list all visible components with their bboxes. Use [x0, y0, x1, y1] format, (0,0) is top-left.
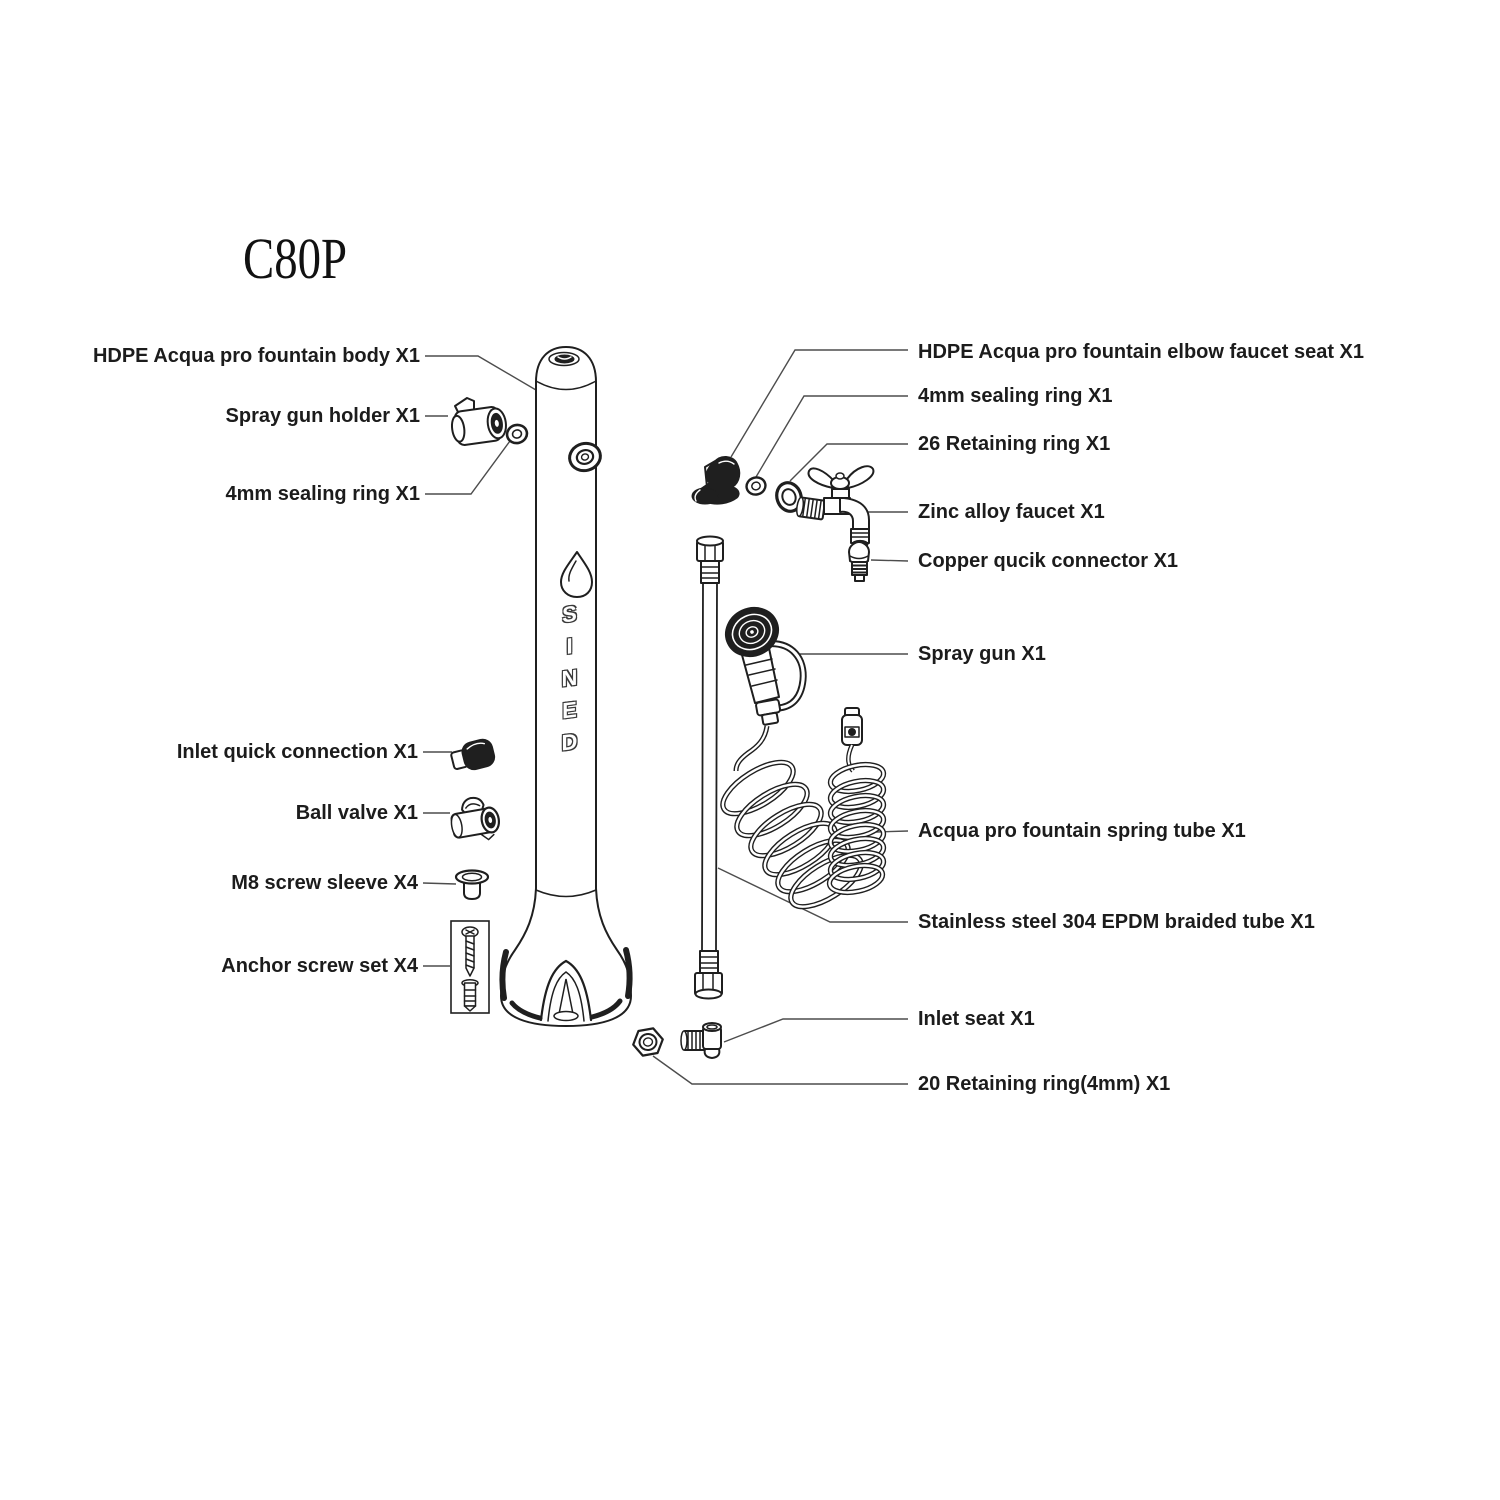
leader-line-inlet-seat: [724, 1019, 908, 1042]
sined-brand-text: SINED: [557, 600, 582, 764]
leader-line-sealing-ring-left: [425, 441, 510, 494]
label-fountain-body: HDPE Acqua pro fountain body X1: [92, 345, 420, 367]
part-inlet-seat: [681, 1023, 721, 1058]
leader-line-braided-tube: [718, 868, 908, 922]
label-inlet-seat: Inlet seat X1: [918, 1008, 1035, 1030]
part-m8-screw-sleeve: [456, 871, 488, 900]
label-elbow-faucet-seat: HDPE Acqua pro fountain elbow faucet seat X1: [918, 341, 1364, 363]
label-sealing-ring-left: 4mm sealing ring X1: [225, 483, 420, 505]
leader-line-elbow-faucet-seat: [731, 350, 908, 457]
part-inlet-quick-connection: [449, 737, 497, 774]
part-copper-connector: [849, 542, 869, 581]
leader-line-sealing-ring-right: [756, 396, 908, 477]
label-spray-gun: Spray gun X1: [918, 643, 1046, 665]
part-braided-tube: [695, 537, 723, 999]
leader-line-fountain-body: [425, 356, 536, 390]
labels-left: [93, 345, 420, 977]
label-spring-tube: Acqua pro fountain spring tube X1: [918, 820, 1246, 842]
label-retaining-ring-26: 26 Retaining ring X1: [918, 433, 1111, 455]
part-elbow-faucet-seat: [692, 456, 740, 504]
label-retaining-ring-20: 20 Retaining ring(4mm) X1: [918, 1073, 1171, 1095]
label-copper-connector: Copper qucik connector X1: [918, 550, 1179, 572]
label-braided-tube: Stainless steel 304 EPDM braided tube X1: [918, 911, 1315, 933]
part-zinc-alloy-faucet: [796, 466, 874, 547]
label-sealing-ring-right: 4mm sealing ring X1: [918, 385, 1113, 407]
part-retaining-ring-20: [631, 1027, 665, 1057]
label-inlet-quick-connection: Inlet quick connection X1: [176, 741, 418, 763]
label-ball-valve: Ball valve X1: [295, 802, 418, 824]
part-sealing-ring-right: [745, 475, 768, 496]
part-ball-valve: [448, 794, 502, 846]
part-spray-gun-holder: [450, 398, 508, 446]
label-zinc-faucet: Zinc alloy faucet X1: [918, 501, 1105, 523]
labels-right: [918, 341, 1364, 1095]
leader-line-retaining-ring-20: [653, 1056, 908, 1084]
leader-lines: [423, 350, 908, 1084]
part-anchor-screw-set: [451, 921, 489, 1013]
page-title: C80P: [243, 226, 347, 291]
label-anchor-screw-set: Anchor screw set X4: [221, 955, 418, 977]
leader-line-m8-screw-sleeve: [423, 883, 456, 884]
leader-line-copper-connector: [871, 560, 908, 561]
label-spray-gun-holder: Spray gun holder X1: [225, 405, 420, 427]
label-m8-screw-sleeve: M8 screw sleeve X4: [231, 872, 418, 894]
